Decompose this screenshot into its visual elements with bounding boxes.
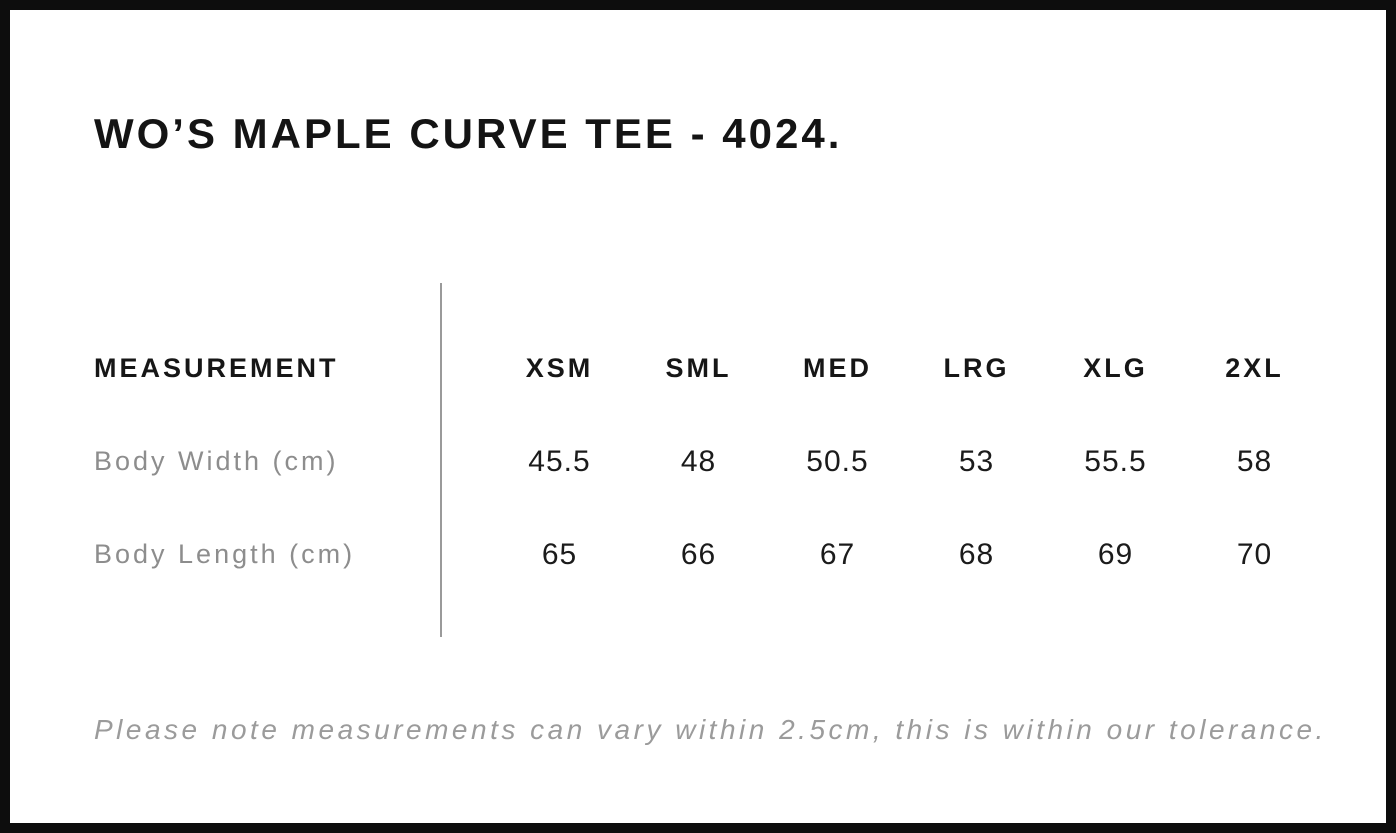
body-length-xlg: 69 bbox=[1097, 537, 1134, 571]
body-length-med: 67 bbox=[819, 537, 856, 571]
column-header-med: MED bbox=[803, 353, 872, 383]
body-width-xsm: 45.5 bbox=[528, 444, 591, 478]
body-length-xsm: 65 bbox=[541, 537, 578, 571]
body-width-med: 50.5 bbox=[806, 444, 869, 478]
tolerance-note: Please note measurements can vary within 2.5cm, this is within our tolerance. bbox=[94, 714, 1327, 745]
column-header-xlg: XLG bbox=[1083, 353, 1148, 383]
body-width-2xl: 58 bbox=[1236, 444, 1273, 478]
body-width-lrg: 53 bbox=[958, 444, 995, 478]
row-label-body-width: Body Width (cm) bbox=[94, 446, 339, 476]
body-length-lrg: 68 bbox=[958, 537, 995, 571]
row-label-body-length: Body Length (cm) bbox=[94, 539, 356, 569]
page-title: WO’S MAPLE CURVE TEE - 4024. bbox=[94, 110, 843, 157]
column-header-sml: SML bbox=[665, 353, 732, 383]
column-header-xsm: XSM bbox=[525, 353, 594, 383]
column-header-lrg: LRG bbox=[943, 353, 1010, 383]
body-width-sml: 48 bbox=[680, 444, 717, 478]
column-header-2xl: 2XL bbox=[1225, 353, 1284, 383]
size-table bbox=[94, 322, 1324, 601]
column-header-measurement: MEASUREMENT bbox=[94, 353, 339, 383]
body-length-sml: 66 bbox=[680, 537, 717, 571]
body-width-xlg: 55.5 bbox=[1084, 444, 1147, 478]
body-length-2xl: 70 bbox=[1236, 537, 1273, 571]
